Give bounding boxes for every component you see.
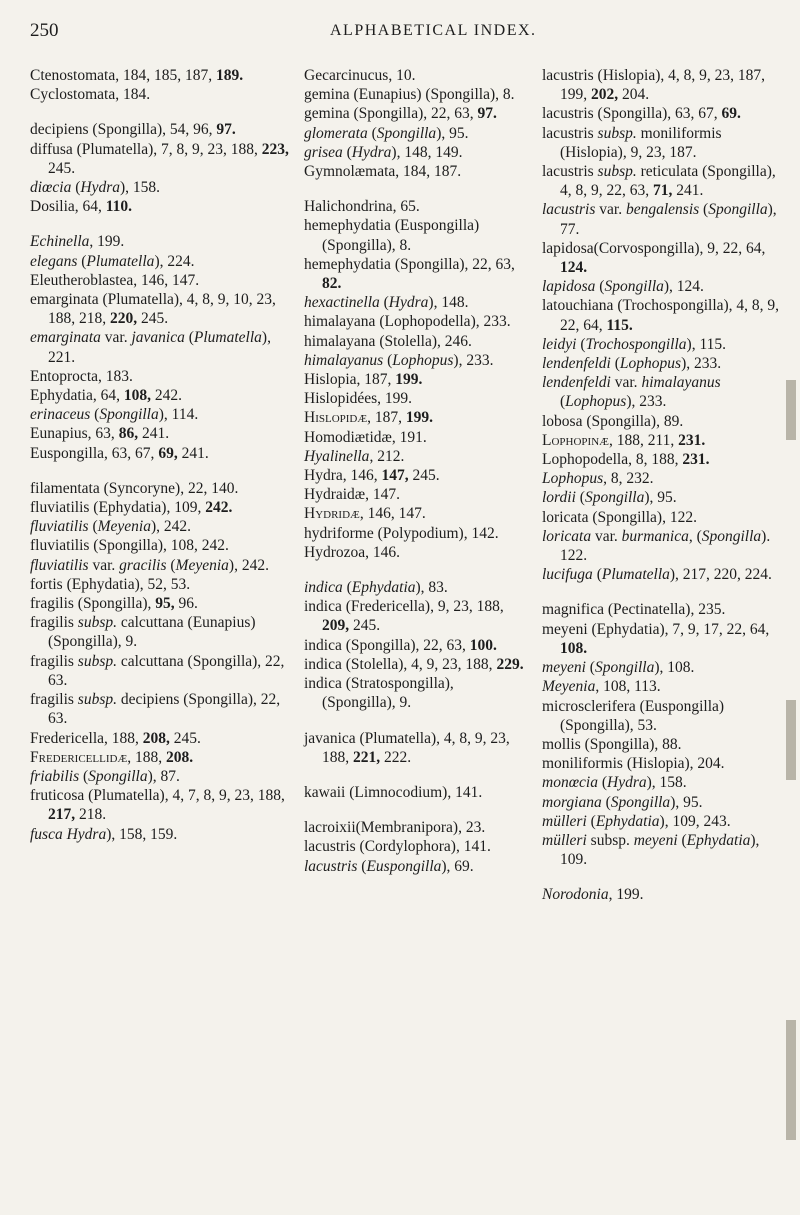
index-entry: meyeni (Ephydatia), 7, 9, 17, 22, 64, 108. bbox=[542, 620, 770, 657]
page-edge-mark bbox=[786, 380, 796, 440]
index-entry: Eunapius, 63, 86, 241. bbox=[30, 425, 170, 443]
index-entry: lacustris var. bengalensis (Spongilla), 77. bbox=[542, 201, 777, 238]
index-column-3 bbox=[542, 66, 782, 905]
index-entry: diffusa (Plumatella), 7, 8, 9, 23, 188, 223, 245. bbox=[30, 140, 289, 177]
index-entry: Lophopus, 8, 232. bbox=[542, 470, 654, 488]
index-entry: elegans (Plumatella), 224. bbox=[30, 252, 195, 270]
index-entry: fragilis subsp. calcuttana (Spongilla), 22, 63. bbox=[30, 652, 285, 689]
index-entry: decipiens (Spongilla), 54, 96, 97. bbox=[30, 121, 236, 139]
index-entry: Lophopodella, 8, 188, 231. bbox=[542, 451, 710, 469]
index-entry: indica (Ephydatia), 83. bbox=[304, 579, 448, 597]
index-entry: Cyclostomata, 184. bbox=[30, 86, 151, 104]
index-entry: mülleri (Ephydatia), 109, 243. bbox=[542, 812, 731, 830]
index-entry: hemephydatia (Euspongilla) (Spongilla), 8. bbox=[304, 217, 480, 254]
index-entry: hydriforme (Polypodium), 142. bbox=[304, 524, 499, 542]
index-entry: microsclerifera (Euspongilla) (Spongilla), 53. bbox=[542, 697, 725, 734]
index-entry: indica (Stratospongilla), (Spongilla), 9. bbox=[304, 675, 454, 712]
index-entry: emarginata (Plumatella), 4, 8, 9, 10, 23, 188, 218, 220, 245. bbox=[30, 291, 276, 328]
index-entry: Ctenostomata, 184, 185, 187, 189. bbox=[30, 67, 244, 84]
index-entry: indica (Stolella), 4, 9, 23, 188, 229. bbox=[304, 655, 524, 673]
index-entry: lacustris (Hislopia), 4, 8, 9, 23, 187, 199, 202, 204. bbox=[542, 67, 766, 104]
index-entry: filamentata (Syncoryne), 22, 140. bbox=[30, 479, 239, 497]
index-entry: Halichondrina, 65. bbox=[304, 198, 420, 216]
index-entry: loricata (Spongilla), 122. bbox=[542, 508, 697, 526]
index-entry: Ephydatia, 64, 108, 242. bbox=[30, 387, 182, 405]
page-number: 250 bbox=[30, 20, 59, 41]
index-column-2 bbox=[304, 66, 524, 876]
index-entry: Eleutheroblastea, 146, 147. bbox=[30, 271, 200, 289]
index-entry: hemephydatia (Spongilla), 22, 63, 82. bbox=[304, 255, 515, 293]
index-entry: gemina (Eunapius) (Spongilla), 8. bbox=[304, 86, 515, 104]
index-entry: himalayana (Lophopodella), 233. bbox=[304, 313, 511, 331]
index-entry: Hydraidæ, 147. bbox=[304, 486, 401, 504]
index-entry: friabilis (Spongilla), 87. bbox=[30, 767, 180, 785]
index-entry: Entoprocta, 183. bbox=[30, 367, 133, 385]
index-entry: Dosilia, 64, 110. bbox=[30, 198, 133, 216]
index-entry: fragilis subsp. calcuttana (Eunapius)(Spongilla), 9. bbox=[30, 614, 256, 651]
index-entry: leidyi (Trochospongilla), 115. bbox=[542, 335, 727, 353]
index-entry: moniliformis (Hislopia), 204. bbox=[542, 755, 725, 773]
index-entry: lapidosa (Spongilla), 124. bbox=[542, 278, 704, 296]
index-entry: Echinella, 199. bbox=[30, 233, 125, 251]
index-entry: Meyenia, 108, 113. bbox=[542, 678, 661, 696]
index-column-1 bbox=[30, 66, 300, 844]
index-entry: lacustris subsp. reticulata (Spongilla), 4, 8, 9, 22, 63, 71, 241. bbox=[542, 163, 776, 200]
index-entry: mülleri subsp. meyeni (Ephydatia), 109. bbox=[542, 831, 760, 869]
index-entry: loricata var. burmanica, (Spongilla). 122. bbox=[542, 527, 771, 565]
index-entry: lobosa (Spongilla), 89. bbox=[542, 412, 684, 430]
index-entry: kawaii (Limnocodium), 141. bbox=[304, 783, 483, 801]
index-entry: Lophopinæ, 188, 211, 231. bbox=[542, 431, 706, 449]
index-entry: lacustris (Cordylophora), 141. bbox=[304, 838, 491, 856]
index-entry: Hydra, 146, 147, 245. bbox=[304, 467, 440, 485]
index-entry: grisea (Hydra), 148, 149. bbox=[304, 143, 463, 161]
index-entry: fluviatilis (Meyenia), 242. bbox=[30, 518, 192, 536]
running-head: ALPHABETICAL INDEX. bbox=[330, 22, 537, 39]
index-entry: Hislopia, 187, 199. bbox=[304, 371, 423, 389]
index-entry: lapidosa(Corvospongilla), 9, 22, 64, 124. bbox=[542, 239, 766, 277]
index-entry: Hydridæ, 146, 147. bbox=[304, 505, 426, 523]
index-entry: lordii (Spongilla), 95. bbox=[542, 489, 677, 507]
index-entry: diœcia (Hydra), 158. bbox=[30, 179, 161, 197]
index-entry: erinaceus (Spongilla), 114. bbox=[30, 406, 199, 424]
index-entry: himalayanus (Lophopus), 233. bbox=[304, 351, 494, 369]
index-entry: Homodiætidæ, 191. bbox=[304, 428, 427, 446]
index-entry: magnifica (Pectinatella), 235. bbox=[542, 601, 726, 619]
index-entry: lacustris (Euspongilla), 69. bbox=[304, 857, 474, 875]
index-entry: latouchiana (Trochospongilla), 4, 8, 9, 22, 64, 115. bbox=[542, 297, 780, 334]
index-entry: lacroixii(Membranipora), 23. bbox=[304, 819, 486, 837]
index-entry: fragilis (Spongilla), 95, 96. bbox=[30, 595, 198, 613]
index-entry: lendenfeldi (Lophopus), 233. bbox=[542, 355, 722, 373]
index-entry: fortis (Ephydatia), 52, 53. bbox=[30, 575, 191, 593]
index-entry: fluviatilis (Spongilla), 108, 242. bbox=[30, 537, 229, 555]
index-entry: Hydrozoa, 146. bbox=[304, 543, 400, 561]
page-edge-mark bbox=[786, 1020, 796, 1140]
index-entry: fluviatilis var. gracilis (Meyenia), 242. bbox=[30, 556, 269, 574]
index-entry: monœcia (Hydra), 158. bbox=[542, 774, 687, 792]
index-entry: Hislopidées, 199. bbox=[304, 390, 413, 408]
index-entry: emarginata var. javanica (Plumatella), 221. bbox=[30, 329, 271, 366]
index-entry: lendenfeldi var. himalayanus (Lophopus), 233. bbox=[542, 374, 721, 411]
index-entry: lucifuga (Plumatella), 217, 220, 224. bbox=[542, 566, 772, 584]
index-entry: Gecarcinucus, 10. bbox=[304, 67, 416, 84]
index-entry: Hislopidæ, 187, 199. bbox=[304, 409, 434, 427]
index-entry: glomerata (Spongilla), 95. bbox=[304, 124, 469, 142]
index-entry: fluviatilis (Ephydatia), 109, 242. bbox=[30, 499, 233, 517]
index-entry: lacustris (Spongilla), 63, 67, 69. bbox=[542, 105, 741, 123]
index-entry: fusca Hydra), 158, 159. bbox=[30, 825, 178, 843]
index-entry: Gymnolæmata, 184, 187. bbox=[304, 163, 462, 181]
index-entry: Fredericellidæ, 188, 208. bbox=[30, 748, 194, 766]
index-entry: indica (Spongilla), 22, 63, 100. bbox=[304, 636, 497, 654]
index-entry: Norodonia, 199. bbox=[542, 886, 644, 904]
index-entry: Euspongilla, 63, 67, 69, 241. bbox=[30, 444, 209, 462]
page-edge-mark bbox=[786, 700, 796, 780]
index-entry: Hyalinella, 212. bbox=[304, 447, 405, 465]
index-entry: Fredericella, 188, 208, 245. bbox=[30, 729, 201, 747]
index-entry: hexactinella (Hydra), 148. bbox=[304, 294, 469, 312]
index-entry: fragilis subsp. decipiens (Spongilla), 22, 63. bbox=[30, 691, 281, 728]
index-entry: fruticosa (Plumatella), 4, 7, 8, 9, 23, 188, 217, 218. bbox=[30, 787, 285, 824]
index-entry: himalayana (Stolella), 246. bbox=[304, 332, 472, 350]
index-entry: javanica (Plumatella), 4, 8, 9, 23, 188, 221, 222. bbox=[304, 729, 510, 766]
index-entry: lacustris subsp. moniliformis (Hislopia), 9, 23, 187. bbox=[542, 124, 722, 161]
index-entry: morgiana (Spongilla), 95. bbox=[542, 793, 703, 811]
index-entry: meyeni (Spongilla), 108. bbox=[542, 659, 695, 677]
index-entry: gemina (Spongilla), 22, 63, 97. bbox=[304, 105, 497, 123]
index-entry: mollis (Spongilla), 88. bbox=[542, 735, 682, 753]
index-entry: indica (Fredericella), 9, 23, 188, 209, 245. bbox=[304, 598, 504, 635]
